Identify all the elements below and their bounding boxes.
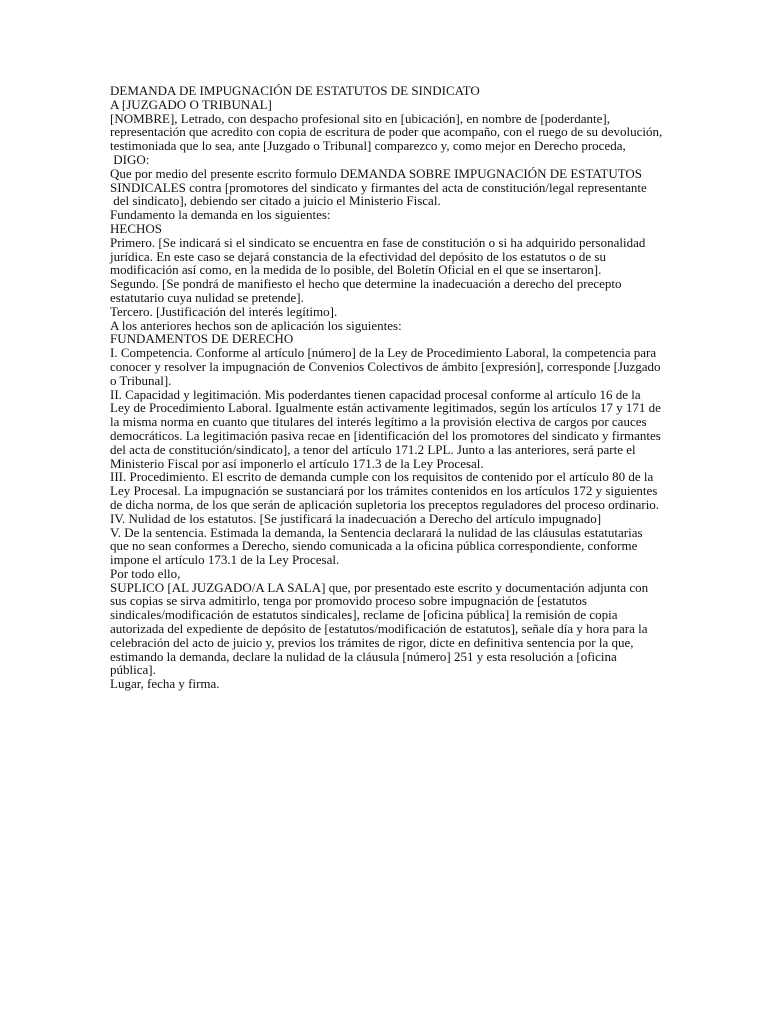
document-line: impone el artículo 173.1 de la Ley Procesal.	[110, 552, 340, 568]
document-line: democráticos. La legitimación pasiva recae en [identificación del los promotores del sindicato y firmantes	[110, 427, 661, 443]
document-line: jurídica. En este caso se dejará constancia de la efectividad del depósito de los estatutos o de su	[110, 248, 606, 264]
document-body	[110, 84, 662, 691]
document-line: Ley Procesal. La impugnación se sustanciará por los trámites contenidos en los artículos 172 y siguientes	[110, 483, 658, 499]
document-line: IV. Nulidad de los estatutos. [Se justificará la inadecuación a Derecho del artículo impugnado]	[110, 510, 602, 526]
document-line: Lugar, fecha y firma.	[110, 676, 220, 692]
document-line: DIGO:	[110, 151, 150, 167]
document-line: Tercero. [Justificación del interés legítimo].	[110, 303, 338, 319]
document-line: pública].	[110, 662, 156, 678]
document-line: II. Capacidad y legitimación. Mis poderdantes tienen capacidad procesal conforme al artículo 16 de la	[110, 386, 641, 402]
document-line: III. Procedimiento. El escrito de demanda cumple con los requisitos de contenido por el artículo 80 de la	[110, 469, 654, 485]
document-line: A los anteriores hechos son de aplicación los siguientes:	[110, 317, 402, 333]
document-line: celebración del acto de juicio y, previos los trámites de rigor, dicte en definitiva sentencia por la que,	[110, 634, 634, 650]
document-line: DEMANDA DE IMPUGNACIÓN DE ESTATUTOS DE SINDICATO	[110, 83, 480, 98]
document-line: autorizada del expediente de depósito de [estatutos/modificación de estatutos], señale día y hora para la	[110, 621, 648, 637]
document-line: FUNDAMENTOS DE DERECHO	[110, 331, 294, 347]
document-line: Fundamento la demanda en los siguientes:	[110, 207, 331, 223]
document-line: I. Competencia. Conforme al artículo [número] de la Ley de Procedimiento Laboral, la competencia para	[110, 345, 657, 361]
document-line: Por todo ello,	[110, 565, 181, 581]
document-line: del acta de constitución/sindicato], a tenor del artículo 171.2 LPL. Junto a las anteriores, será parte el	[110, 441, 636, 457]
document-line: Ley de Procedimiento Laboral. Igualmente están activamente legitimados, según los artículos 17 y 171 de	[110, 400, 661, 416]
document-line: Segundo. [Se pondrá de manifiesto el hecho que determine la inadecuación a derecho del precepto	[110, 276, 622, 292]
document-line: Primero. [Se indicará si el sindicato se encuentra en fase de constitución o si ha adquirido personalidad	[110, 234, 646, 250]
document-line: Que por medio del presente escrito formulo DEMANDA SOBRE IMPUGNACIÓN DE ESTATUTOS	[110, 165, 643, 181]
document-line: HECHOS	[110, 220, 163, 236]
document-line: A [JUZGADO O TRIBUNAL]	[110, 96, 272, 112]
document-line: representación que acredito con copia de escritura de poder que acompaño, con el ruego de su devolución,	[110, 124, 663, 140]
document-line: V. De la sentencia. Estimada la demanda, la Sentencia declarará la nulidad de las cláusulas estatutarias	[110, 524, 643, 540]
document-line: la misma norma en cuanto que titulares del interés legítimo a la provisión electiva de cargos por cauces	[110, 414, 647, 430]
document-line: testimoniada que lo sea, ante [Juzgado o Tribunal] comparezco y, como mejor en Derecho proceda,	[110, 138, 626, 154]
document-line: del sindicato], debiendo ser citado a juicio el Ministerio Fiscal.	[110, 193, 441, 209]
document-line: SINDICALES contra [promotores del sindicato y firmantes del acta de constitución/legal representante	[110, 179, 647, 195]
document-line: o Tribunal].	[110, 372, 172, 388]
document-line: de dicha norma, de los que serán de aplicación supletoria los preceptos reguladores del proceso ordinario.	[110, 496, 660, 512]
document-line: modificación así como, en la medida de lo posible, del Boletín Oficial en el que se insertaron].	[110, 262, 602, 278]
document-line: Ministerio Fiscal por así imponerlo el artículo 171.3 de la Ley Procesal.	[110, 455, 484, 471]
document-line: sus copias se sirva admitirlo, tenga por promovido proceso sobre impugnación de [estatutos	[110, 593, 587, 609]
document-line: [NOMBRE], Letrado, con despacho profesional sito en [ubicación], en nombre de [poderdante],	[110, 110, 610, 126]
document-line: conocer y resolver la impugnación de Convenios Colectivos de ámbito [expresión], corresponde [Juzgado	[110, 358, 661, 374]
document-line: sindicales/modificación de estatutos sindicales], reclame de [oficina pública] la remisión de copia	[110, 607, 618, 623]
document-line: que no sean conformes a Derecho, siendo comunicada a la oficina pública correspondiente, conforme	[110, 538, 638, 554]
document-line: SUPLICO [AL JUZGADO/A LA SALA] que, por presentado este escrito y documentación adjunta con	[110, 579, 649, 595]
document-line: estimando la demanda, declare la nulidad de la cláusula [número] 251 y esta resolución a [oficina	[110, 648, 617, 664]
document-line: estatutario cuya nulidad se pretende].	[110, 289, 304, 305]
